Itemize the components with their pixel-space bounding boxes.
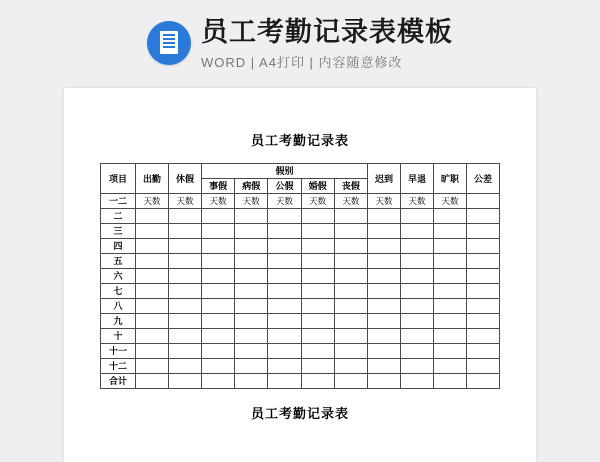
table-cell[interactable] [368, 284, 401, 299]
header-cell-holiday: 休假 [169, 164, 202, 194]
table-cell[interactable] [301, 209, 334, 224]
table-cell[interactable] [334, 299, 367, 314]
table-row [101, 239, 500, 254]
table-cell[interactable] [434, 314, 467, 329]
table-cell[interactable] [334, 254, 367, 269]
table-cell[interactable] [169, 329, 202, 344]
table-row [101, 254, 500, 269]
table-row [101, 269, 500, 284]
table-cell[interactable] [301, 329, 334, 344]
table-cell[interactable] [334, 374, 367, 389]
table-cell[interactable] [301, 374, 334, 389]
table-cell[interactable] [268, 299, 301, 314]
table-cell[interactable] [169, 209, 202, 224]
table-cell[interactable]: 天数 [434, 194, 467, 209]
table-cell[interactable] [467, 284, 500, 299]
table-cell[interactable]: 天数 [202, 194, 235, 209]
table-cell[interactable] [434, 374, 467, 389]
table-head [101, 164, 500, 194]
table-cell[interactable] [268, 359, 301, 374]
table-cell[interactable] [235, 224, 268, 239]
table-cell[interactable] [368, 209, 401, 224]
table-cell[interactable] [401, 359, 434, 374]
table-cell[interactable] [401, 269, 434, 284]
table-cell[interactable] [301, 239, 334, 254]
row-label-cell: 八 [101, 299, 136, 314]
row-label-cell: 一二 [101, 194, 136, 209]
table-cell[interactable] [235, 254, 268, 269]
row-label-cell: 十 [101, 329, 136, 344]
table-cell[interactable] [467, 224, 500, 239]
table-cell[interactable] [202, 344, 235, 359]
word-doc-icon [147, 21, 191, 65]
document-title-bottom: 员工考勤记录表 [250, 406, 349, 421]
header-banner [0, 0, 600, 86]
table-cell[interactable] [235, 269, 268, 284]
table-cell[interactable] [268, 239, 301, 254]
table-cell[interactable] [334, 329, 367, 344]
table-cell[interactable] [268, 374, 301, 389]
banner-subtitle: WORD | A4打印 | 内容随意修改 [201, 55, 403, 70]
table-cell[interactable] [401, 239, 434, 254]
table-row [101, 194, 500, 209]
table-cell[interactable] [235, 209, 268, 224]
table-cell[interactable] [434, 344, 467, 359]
table-cell[interactable] [434, 269, 467, 284]
table-cell[interactable] [268, 269, 301, 284]
table-cell[interactable] [467, 329, 500, 344]
table-cell[interactable] [434, 299, 467, 314]
table-cell[interactable] [202, 374, 235, 389]
row-label-cell: 七 [101, 284, 136, 299]
table-cell[interactable]: 天数 [235, 194, 268, 209]
table-cell[interactable] [169, 269, 202, 284]
table-body [101, 194, 500, 389]
table-cell[interactable] [401, 224, 434, 239]
table-cell[interactable] [235, 359, 268, 374]
table-cell[interactable] [235, 329, 268, 344]
banner-content [147, 15, 453, 71]
table-cell[interactable]: 天数 [334, 194, 367, 209]
row-label-cell: 六 [101, 269, 136, 284]
table-cell[interactable] [235, 284, 268, 299]
table-cell[interactable] [368, 239, 401, 254]
table-cell[interactable] [301, 299, 334, 314]
header-cell-business-trip: 公差 [467, 164, 500, 194]
table-row [101, 224, 500, 239]
table-cell[interactable] [334, 344, 367, 359]
table-cell[interactable] [368, 329, 401, 344]
table-cell[interactable] [136, 314, 169, 329]
header-cell-personal-leave: 事假 [202, 179, 235, 194]
header-cell-funeral-leave: 丧假 [334, 179, 367, 194]
table-cell[interactable] [467, 269, 500, 284]
table-cell[interactable] [467, 254, 500, 269]
table-cell[interactable] [202, 254, 235, 269]
banner-text [201, 15, 453, 71]
table-cell[interactable] [202, 269, 235, 284]
table-cell[interactable] [301, 254, 334, 269]
table-cell[interactable] [334, 209, 367, 224]
table-cell[interactable] [368, 344, 401, 359]
table-cell[interactable] [169, 224, 202, 239]
table-cell[interactable] [434, 224, 467, 239]
table-cell[interactable] [136, 344, 169, 359]
table-cell[interactable] [136, 224, 169, 239]
table-cell[interactable] [235, 299, 268, 314]
table-cell[interactable] [268, 254, 301, 269]
table-cell[interactable] [401, 344, 434, 359]
header-cell-early-leave: 早退 [401, 164, 434, 194]
table-cell[interactable] [401, 314, 434, 329]
table-cell[interactable] [467, 344, 500, 359]
table-cell[interactable] [268, 314, 301, 329]
table-cell[interactable] [136, 284, 169, 299]
table-cell[interactable] [334, 359, 367, 374]
table-row [101, 314, 500, 329]
table-cell[interactable] [434, 329, 467, 344]
table-cell[interactable] [434, 359, 467, 374]
table-cell[interactable] [301, 224, 334, 239]
table-cell[interactable] [467, 209, 500, 224]
table-cell[interactable] [169, 254, 202, 269]
table-cell[interactable] [235, 374, 268, 389]
table-cell[interactable] [401, 284, 434, 299]
table-cell[interactable]: 天数 [136, 194, 169, 209]
row-label-cell: 合计 [101, 374, 136, 389]
table-cell[interactable] [169, 314, 202, 329]
table-cell[interactable] [136, 239, 169, 254]
table-cell[interactable]: 天数 [401, 194, 434, 209]
table-cell[interactable] [301, 269, 334, 284]
table-cell[interactable] [401, 374, 434, 389]
table-cell[interactable] [268, 329, 301, 344]
table-cell[interactable] [467, 194, 500, 209]
row-label-cell: 十一 [101, 344, 136, 359]
table-cell[interactable] [169, 239, 202, 254]
table-header-row-1 [101, 164, 500, 179]
table-cell[interactable] [301, 359, 334, 374]
table-cell[interactable] [334, 314, 367, 329]
table-cell[interactable] [136, 359, 169, 374]
table-cell[interactable] [334, 239, 367, 254]
table-cell[interactable] [467, 239, 500, 254]
attendance-table [100, 163, 500, 389]
header-cell-sick-leave: 病假 [235, 179, 268, 194]
table-cell[interactable]: 天数 [368, 194, 401, 209]
table-cell[interactable] [368, 224, 401, 239]
table-cell[interactable] [434, 254, 467, 269]
table-row [101, 359, 500, 374]
table-cell[interactable] [401, 254, 434, 269]
table-cell[interactable] [301, 314, 334, 329]
table-cell[interactable]: 天数 [169, 194, 202, 209]
table-cell[interactable] [136, 254, 169, 269]
table-cell[interactable] [202, 329, 235, 344]
table-cell[interactable] [334, 224, 367, 239]
table-cell[interactable] [401, 299, 434, 314]
table-cell[interactable] [368, 269, 401, 284]
row-label-cell: 九 [101, 314, 136, 329]
table-cell[interactable] [368, 314, 401, 329]
table-cell[interactable] [169, 344, 202, 359]
table-cell[interactable] [136, 374, 169, 389]
table-cell[interactable] [301, 344, 334, 359]
row-label-cell: 三 [101, 224, 136, 239]
table-cell[interactable] [467, 314, 500, 329]
table-cell[interactable] [467, 359, 500, 374]
table-row [101, 299, 500, 314]
table-cell[interactable] [169, 359, 202, 374]
table-cell[interactable] [202, 239, 235, 254]
table-cell[interactable] [368, 254, 401, 269]
table-cell[interactable] [368, 299, 401, 314]
document-page [64, 88, 536, 462]
table-cell[interactable] [467, 374, 500, 389]
table-cell[interactable] [334, 269, 367, 284]
document-title: 员工考勤记录表 [250, 133, 349, 148]
table-cell[interactable] [434, 239, 467, 254]
word-doc-icon-page [160, 31, 178, 54]
row-label-cell: 五 [101, 254, 136, 269]
table-row [101, 374, 500, 389]
table-cell[interactable] [202, 314, 235, 329]
table-cell[interactable] [268, 344, 301, 359]
row-label-cell: 二 [101, 209, 136, 224]
header-cell-leave-group: 假别 [202, 164, 368, 179]
table-cell[interactable] [202, 209, 235, 224]
table-cell[interactable] [202, 224, 235, 239]
table-cell[interactable] [434, 209, 467, 224]
table-cell[interactable] [301, 284, 334, 299]
table-row [101, 209, 500, 224]
header-cell-item: 项目 [101, 164, 136, 194]
table-cell[interactable] [401, 209, 434, 224]
table-cell[interactable] [401, 329, 434, 344]
table-cell[interactable]: 天数 [268, 194, 301, 209]
header-cell-public-leave: 公假 [268, 179, 301, 194]
table-cell[interactable] [235, 344, 268, 359]
table-cell[interactable] [334, 284, 367, 299]
row-label-cell: 四 [101, 239, 136, 254]
table-cell[interactable] [434, 284, 467, 299]
table-cell[interactable] [169, 299, 202, 314]
table-row [101, 284, 500, 299]
banner-title: 员工考勤记录表模板 [201, 17, 453, 47]
header-cell-late: 迟到 [368, 164, 401, 194]
table-cell[interactable] [136, 269, 169, 284]
table-cell[interactable] [169, 284, 202, 299]
table-row [101, 344, 500, 359]
table-cell[interactable] [268, 224, 301, 239]
table-cell[interactable] [136, 329, 169, 344]
table-cell[interactable] [235, 239, 268, 254]
table-cell[interactable] [268, 209, 301, 224]
table-cell[interactable] [467, 299, 500, 314]
table-cell[interactable] [169, 374, 202, 389]
table-cell[interactable]: 天数 [301, 194, 334, 209]
table-cell[interactable] [202, 284, 235, 299]
table-cell[interactable] [368, 359, 401, 374]
header-cell-attendance: 出勤 [136, 164, 169, 194]
header-cell-absent: 旷职 [434, 164, 467, 194]
table-cell[interactable] [136, 299, 169, 314]
table-cell[interactable] [368, 374, 401, 389]
header-cell-marriage-leave: 婚假 [301, 179, 334, 194]
table-cell[interactable] [136, 209, 169, 224]
table-row [101, 329, 500, 344]
table-cell[interactable] [202, 359, 235, 374]
table-cell[interactable] [235, 314, 268, 329]
table-cell[interactable] [268, 284, 301, 299]
table-cell[interactable] [202, 299, 235, 314]
row-label-cell: 十二 [101, 359, 136, 374]
